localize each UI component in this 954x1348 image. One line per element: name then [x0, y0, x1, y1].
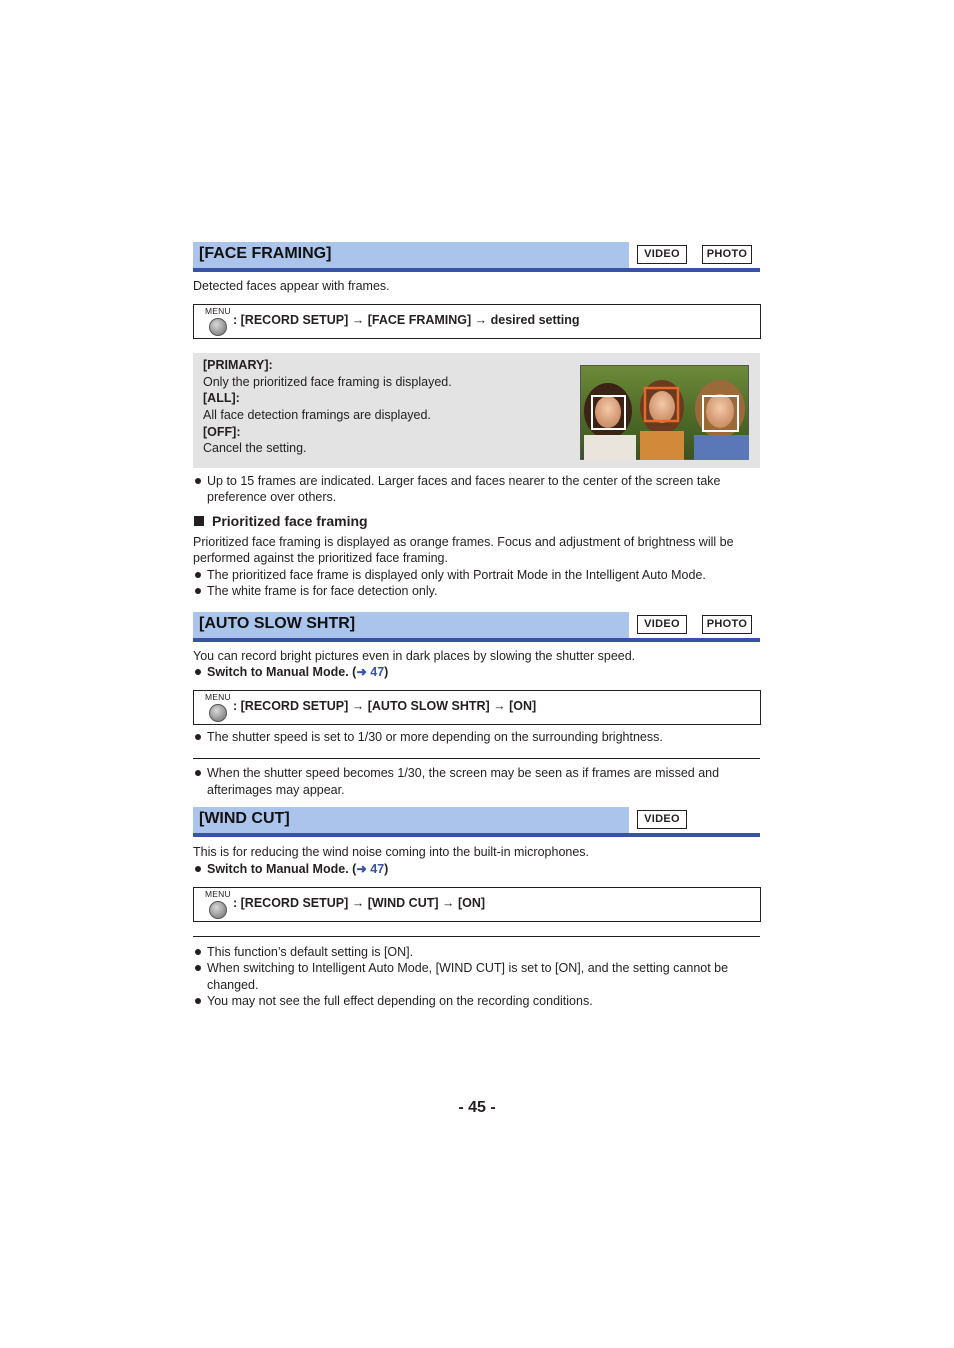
option-label-primary: [PRIMARY]: — [203, 358, 273, 372]
video-badge: VIDEO — [637, 615, 687, 634]
menu-dial-icon — [204, 890, 230, 920]
divider — [193, 936, 760, 937]
menu-dial-icon — [204, 693, 230, 723]
bullet-text-line-2: changed. — [207, 978, 259, 992]
section-header-wind-cut — [193, 807, 760, 837]
menu-path: : [RECORD SETUP] → [FACE FRAMING] → desired setting — [233, 313, 580, 327]
option-desc-off: Cancel the setting. — [203, 441, 307, 455]
note-line-2: afterimages may appear. — [207, 783, 345, 797]
menu-path: : [RECORD SETUP] → [AUTO SLOW SHTR] → [ON] — [233, 699, 537, 713]
menu-dial-icon — [204, 307, 230, 337]
bullet-text: The prioritized face frame is displayed only with Portrait Mode in the Intelligent Auto Mode. — [207, 568, 706, 582]
section-header-auto-slow-shtr — [193, 612, 760, 642]
intro-text: Detected faces appear with frames. — [193, 279, 390, 293]
bullet-text: You may not see the full effect depending on the recording conditions. — [207, 994, 593, 1008]
bullet-text-line-1: When switching to Intelligent Auto Mode, [WIND CUT] is set to [ON], and the setting cannot be — [207, 961, 729, 975]
bullet-text: The shutter speed is set to 1/30 or more depending on the surrounding brightness. — [207, 730, 663, 744]
header-rule — [193, 638, 760, 642]
menu-path: : [RECORD SETUP] → [WIND CUT] → [ON] — [233, 896, 486, 910]
photo-badge: PHOTO — [702, 615, 752, 634]
bullet-text: This function’s default setting is [ON]. — [207, 945, 414, 959]
section-title: [WIND CUT] — [199, 810, 290, 827]
para-line-2: performed against the prioritized face framing. — [193, 551, 448, 565]
menu-icon-label: MENU — [205, 306, 231, 316]
dial-icon — [209, 704, 227, 722]
section-header-face-framing — [193, 242, 760, 272]
menu-path-box — [193, 887, 761, 922]
video-badge: VIDEO — [637, 245, 687, 264]
option-desc-primary: Only the prioritized face framing is displayed. — [203, 375, 452, 389]
page-link[interactable]: ➜ 47 — [356, 665, 385, 679]
switch-manual-mode: Switch to Manual Mode. (➜ 47) — [207, 665, 389, 679]
menu-icon-label: MENU — [205, 692, 231, 702]
subheading: Prioritized face framing — [212, 513, 368, 529]
intro-text: This is for reducing the wind noise coming into the built-in microphones. — [193, 845, 590, 859]
dial-icon — [209, 318, 227, 336]
note-line-1: Up to 15 frames are indicated. Larger faces and faces nearer to the center of the screen take — [207, 474, 721, 488]
photo-badge: PHOTO — [702, 245, 752, 264]
option-desc-all: All face detection framings are displayed. — [203, 408, 431, 422]
option-label-off: [OFF]: — [203, 425, 241, 439]
header-rule — [193, 833, 760, 837]
divider — [193, 758, 760, 759]
section-title: [FACE FRAMING] — [199, 245, 332, 262]
para-line-1: Prioritized face framing is displayed as orange frames. Focus and adjustment of brightness will be — [193, 535, 734, 549]
option-label-all: [ALL]: — [203, 391, 240, 405]
switch-manual-mode: Switch to Manual Mode. (➜ 47) — [207, 862, 389, 876]
menu-icon-label: MENU — [205, 889, 231, 899]
intro-text: You can record bright pictures even in dark places by slowing the shutter speed. — [193, 649, 636, 663]
section-title: [AUTO SLOW SHTR] — [199, 615, 356, 632]
video-badge: VIDEO — [637, 810, 687, 829]
header-rule — [193, 268, 760, 272]
menu-path-box — [193, 690, 761, 725]
bullet-text: The white frame is for face detection only. — [207, 584, 438, 598]
note-line-2: preference over others. — [207, 490, 337, 504]
face-framing-photo — [580, 365, 749, 460]
page-link[interactable]: ➜ 47 — [356, 862, 385, 876]
square-bullet-icon — [194, 516, 204, 526]
menu-path-box — [193, 304, 761, 339]
dial-icon — [209, 901, 227, 919]
note-line-1: When the shutter speed becomes 1/30, the screen may be seen as if frames are missed and — [207, 766, 720, 780]
page-number: - 45 - — [458, 1099, 496, 1116]
